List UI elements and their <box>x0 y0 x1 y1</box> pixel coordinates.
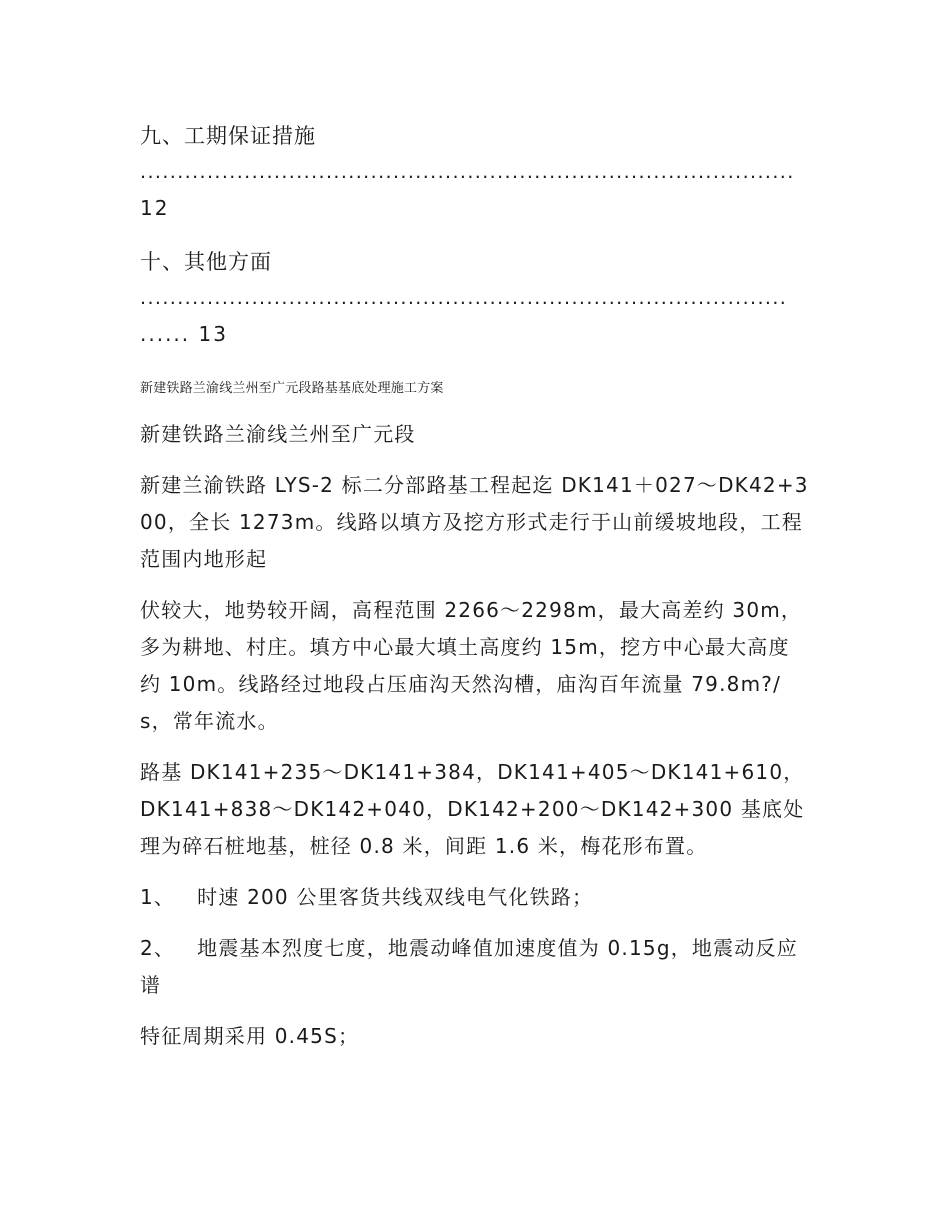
toc-title: 十、其他方面 <box>140 250 272 274</box>
toc-page-number: ...... 13 <box>140 322 228 346</box>
toc-entry-schedule <box>140 118 810 226</box>
toc-title: 九、工期保证措施 <box>140 124 316 148</box>
paragraph-foundation: 路基 DK141+235～DK141+384，DK141+405～DK141+610，DK141+838～DK142+040，DK142+200～DK142+300 基底处理为碎石桩地基，桩径 0.8 米，间距 1.6 米，梅花形布置。 <box>140 760 805 858</box>
list-item <box>140 930 810 1004</box>
toc-entry-other <box>140 244 810 352</box>
list-text: 时速 200 公里客货共线双线电气化铁路； <box>197 885 594 909</box>
toc-page-number: 12 <box>140 196 170 220</box>
toc-leader-dots: ....................................................................................... <box>140 287 788 309</box>
paragraph-project-overview: 新建兰渝铁路 LYS-2 标二分部路基工程起迄 DK141＋027～DK42+300，全长 1273m。线路以填方及挖方形式走行于山前缓坡地段，工程范围内地形起 <box>140 473 809 571</box>
list-item <box>140 879 810 916</box>
paragraph-trailing: 特征周期采用 0.45S； <box>140 1024 360 1048</box>
running-header: 新建铁路兰渝线兰州至广元段路基基底处理施工方案 <box>140 381 444 396</box>
list-number: 2、 <box>140 936 176 960</box>
section-title: 新建铁路兰渝线兰州至广元段 <box>140 422 416 446</box>
toc-leader-dots: ........................................................................................ <box>140 161 795 183</box>
list-number: 1、 <box>140 885 176 909</box>
paragraph-terrain: 伏较大，地势较开阔，高程范围 2266～2298m，最大高差约 30m，多为耕地、村庄。填方中心最大填土高度约 15m，挖方中心最大高度约 10m。线路经过地段占压庙沟天然沟槽，庙沟百年流量 79.8m?/s，常年流水。 <box>140 598 803 733</box>
list-text: 地震基本烈度七度，地震动峰值加速度值为 0.15g，地震动反应谱 <box>140 936 798 997</box>
